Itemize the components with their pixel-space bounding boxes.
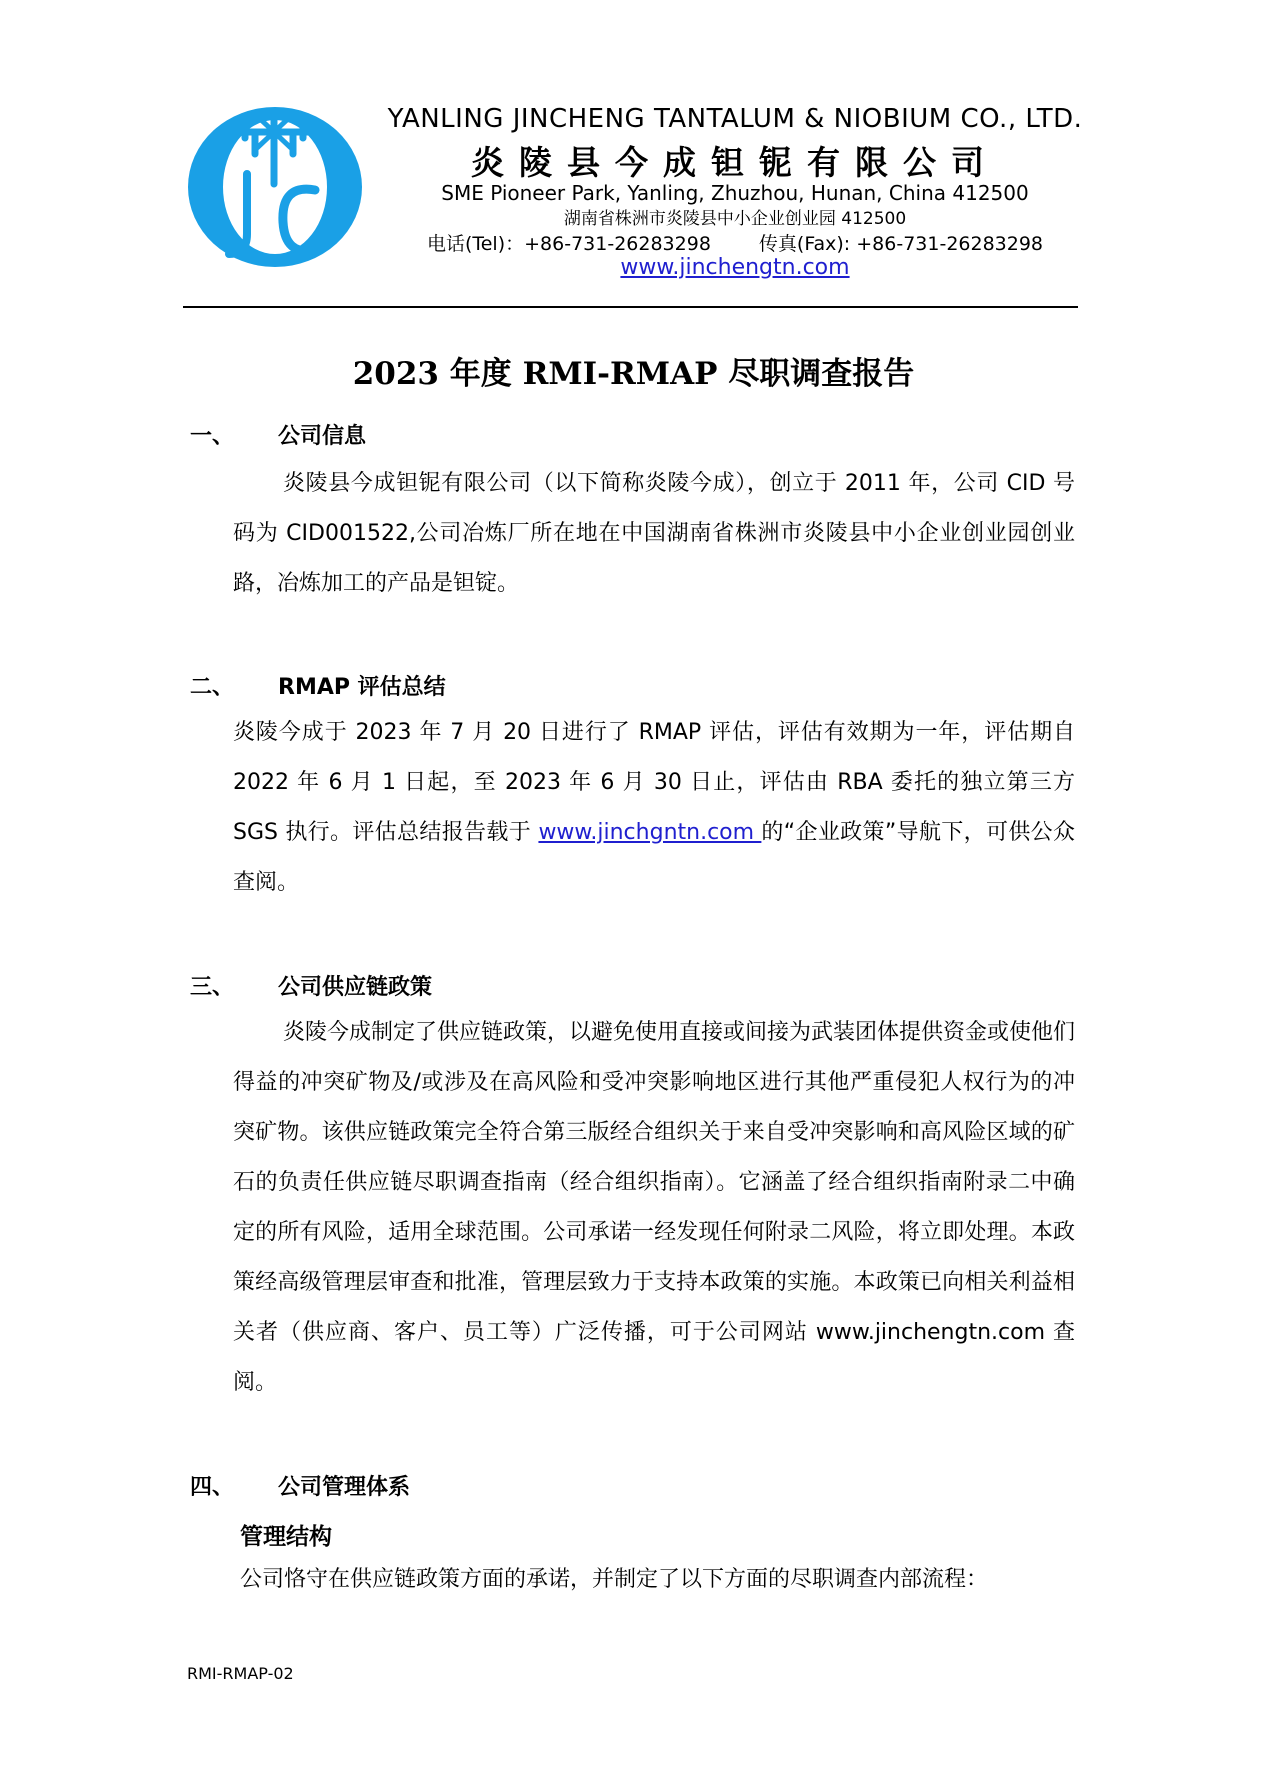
address-en: SME Pioneer Park, Yanling, Zhuzhou, Hunan, China 412500 [441,181,1029,205]
document-code: RMI-RMAP-02 [187,1664,294,1683]
section-4-number: 四、 [190,1475,235,1500]
section-4-subheading: 管理结构 [240,1524,332,1550]
section-1-heading: 公司信息 [278,424,367,449]
section-2-heading: RMAP 评估总结 [278,675,446,700]
fax-number: 传真(Fax): +86-731-26283298 [758,233,1044,255]
header-divider [183,306,1078,308]
section-3-body: 炎陵今成制定了供应链政策，以避免使用直接或间接为武装团体提供资金或使他们得益的冲突矿物及/或涉及在高风险和受冲突影响地区进行其他严重侵犯人权行为的冲突矿物。该供应链政策完全符合第三版经合组织关于来自受冲突影响和高风险区域的矿石的负责任供应链尽职调查指南（经合组织指南）。它涵盖了经合组织指南附录二中确定的所有风险，适用全球范围。公司承诺一经发现任何附录二风险，将立即处理。本政策经高级管理层审查和批准，管理层致力于支持本政策的实施。本政策已向相关利益相关者（供应商、客户、员工等）广泛传播，可于公司网站 www.jinchengtn.com 查阅。 [233,1020,1076,1395]
address-cn: 湖南省株洲市炎陵县中小企业创业园 412500 [563,209,907,229]
contact-line [360,229,1110,256]
tel-number: 电话(Tel)：+86-731-26283298 [426,233,711,255]
section-2-number: 二、 [190,675,235,700]
section-1-number: 一、 [190,424,235,449]
website-link[interactable]: www.jinchengtn.com [620,255,850,280]
company-logo [185,104,365,270]
section-3-number: 三、 [190,975,235,1000]
report-title: 2023 年度 RMI-RMAP 尽职调查报告 [352,356,915,392]
section-4-body: 公司恪守在供应链政策方面的承诺，并制定了以下方面的尽职调查内部流程： [240,1567,989,1592]
section-2-text-a: 炎陵今成于 2023 年 7 月 20 日进行了 RMAP 评估，评估有效期为一年，评估期自 2022 年 6 月 1 日起，至 2023 年 6 月 30 日止，评估由 RBA 委托的独立第三方 SGS 执行。评估总结报告载于 [233,720,1075,845]
section-1-body: 炎陵县今成钽铌有限公司（以下简称炎陵今成），创立于 2011 年，公司 CID 号码为 CID001522,公司冶炼厂所在地在中国湖南省株洲市炎陵县中小企业创业园创业路，冶炼加工的产品是钽锭。 [233,471,1075,596]
company-name-en: YANLING JINCHENG TANTALUM & NIOBIUM CO., LTD. [387,104,1083,134]
section-4-heading: 公司管理体系 [278,1475,411,1500]
section-2-body [233,708,1075,908]
rmap-report-link[interactable]: www.jinchgntn.com [538,820,762,845]
company-name-cn: 炎陵县今成钽铌有限公司 [471,143,999,182]
section-3-heading: 公司供应链政策 [278,975,433,1000]
section-2-text-b: 的“企业政策”导航下，可供公众查阅。 [233,820,1076,895]
